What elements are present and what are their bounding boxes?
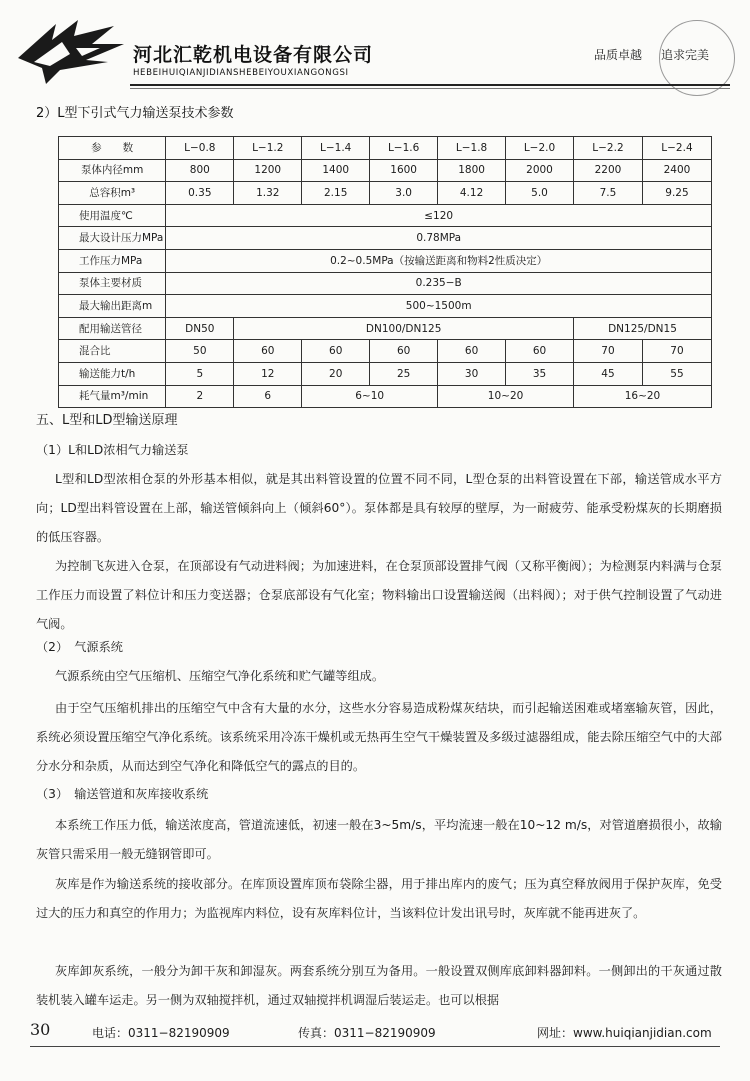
table-row: [59, 204, 712, 227]
paragraph: 灰库卸灰系统，一般分为卸干灰和卸湿灰。两套系统分别互为备用。一般设置双侧库底卸料器卸料。一侧卸出的干灰通过散装机装入罐车运走。另一侧为双轴搅拌机，通过双轴搅拌机调湿后装运走。也可以根据: [36, 964, 722, 1007]
table-cell: 1.32: [234, 182, 302, 205]
paragraph: L型和LD型浓相仓泵的外形基本相似，就是其出料管设置的位置不同不同，L型仓泵的出料管设置在下部，输送管成水平方向；LD型出料管设置在上部，输送管倾斜向上（倾斜60°）。泵体都是具有较厚的壁厚，为一耐疲劳、能承受粉煤灰的长期磨损的低压容器。: [36, 472, 722, 544]
table-cell: 6~10: [302, 385, 438, 408]
model-cell: L−2.0: [506, 137, 574, 160]
table-cell: DN125/DN15: [573, 317, 711, 340]
table-cell: 60: [302, 340, 370, 363]
table-cell: 800: [166, 159, 234, 182]
table-cell: DN50: [166, 317, 234, 340]
row-label: 总容积m³: [59, 182, 166, 205]
table-cell: 2400: [642, 159, 711, 182]
table-row: [59, 317, 712, 340]
table-row: [59, 362, 712, 385]
parameter-table: [58, 136, 712, 408]
table-cell: 12: [234, 362, 302, 385]
model-cell: L−1.2: [234, 137, 302, 160]
footer-website: 网址：www.huiqianjidian.com: [537, 1026, 712, 1040]
table-cell: 0.235−B: [166, 272, 712, 295]
table-cell: DN100/DN125: [234, 317, 574, 340]
page-header: [0, 0, 750, 96]
table-row: [59, 295, 712, 318]
row-label: 使用温度℃: [59, 204, 166, 227]
paragraph: 气源系统由空气压缩机、压缩空气净化系统和贮气罐等组成。: [55, 669, 385, 683]
model-cell: L−0.8: [166, 137, 234, 160]
table-cell: 60: [370, 340, 438, 363]
table-cell: 70: [573, 340, 642, 363]
paragraph: 为控制飞灰进入仓泵，在顶部设有气动进料阀；为加速进料，在仓泵顶部设置排气阀（又称平衡阀）；为检测泵内料满与仓泵工作压力而设置了料位计和压力变送器；仓泵底部设有气化室；物料输出口设置输送阀（出料阀）；对于供气控制设置了气动进气阀。: [36, 559, 722, 631]
table-cell: 5: [166, 362, 234, 385]
table-cell: 45: [573, 362, 642, 385]
table-row: [59, 249, 712, 272]
table-cell: 1400: [302, 159, 370, 182]
row-label: 工作压力MPa: [59, 249, 166, 272]
table-cell: 35: [506, 362, 574, 385]
footer-fax: 传真：0311−82190909: [298, 1026, 436, 1040]
paragraph: 本系统工作压力低，输送浓度高，管道流速低，初速一般在3~5m/s，平均流速一般在10~12 m/s，对管道磨损很小，故输灰管只需采用一般无缝钢管即可。: [36, 818, 722, 861]
table-cell: 0.78MPa: [166, 227, 712, 250]
table-cell: 6: [234, 385, 302, 408]
table-cell: 60: [234, 340, 302, 363]
table-row: [59, 182, 712, 205]
table-cell: 55: [642, 362, 711, 385]
table-cell: 500~1500m: [166, 295, 712, 318]
row-label: 参 数: [59, 137, 166, 160]
table-cell: 7.5: [573, 182, 642, 205]
subsection-heading: （3） 输送管道和灰库接收系统: [36, 787, 209, 801]
table-cell: 60: [438, 340, 506, 363]
row-label: 泵体内径mm: [59, 159, 166, 182]
header-rule-thin: [130, 88, 730, 89]
table-cell: 2: [166, 385, 234, 408]
slogan-perfection: 追求完美: [661, 48, 710, 62]
company-name-cn: 河北汇乾机电设备有限公司: [133, 44, 374, 66]
table-cell: 3.0: [370, 182, 438, 205]
table-cell: 0.2~0.5MPa（按输送距离和物料2性质决定）: [166, 249, 712, 272]
table-cell: 2000: [506, 159, 574, 182]
table-cell: 20: [302, 362, 370, 385]
company-name-en: HEBEIHUIQIANJIDIANSHEBEIYOUXIANGONGSI: [133, 68, 349, 78]
section-heading: 五、L型和LD型输送原理: [36, 413, 178, 428]
row-label: 最大输出距离m: [59, 295, 166, 318]
model-cell: L−1.4: [302, 137, 370, 160]
table-cell: 25: [370, 362, 438, 385]
paragraph: 灰库是作为输送系统的接收部分。在库顶设置库顶布袋除尘器，用于排出库内的废气；压为真空释放阀用于保护灰库，免受过大的压力和真空的作用力；为监视库内料位，设有灰库料位计，当该料位计发出讯号时，灰库就不能再进灰了。: [36, 877, 722, 920]
footer-rule: [30, 1046, 720, 1047]
table-row: [59, 340, 712, 363]
table-cell: 2.15: [302, 182, 370, 205]
table-cell: 16~20: [573, 385, 711, 408]
slogan-quality: 品质卓越: [594, 48, 643, 62]
table-cell: ≤120: [166, 204, 712, 227]
table-row: [59, 272, 712, 295]
table-cell: 5.0: [506, 182, 574, 205]
row-label: 耗气量m³/min: [59, 385, 166, 408]
table-cell: 1600: [370, 159, 438, 182]
table-cell: 4.12: [438, 182, 506, 205]
row-label: 泵体主要材质: [59, 272, 166, 295]
table-row: [59, 385, 712, 408]
page-footer: [0, 1016, 750, 1056]
table-cell: 2200: [573, 159, 642, 182]
model-cell: L−1.8: [438, 137, 506, 160]
header-rule: [130, 84, 730, 86]
row-label: 最大设计压力MPa: [59, 227, 166, 250]
table-cell: 30: [438, 362, 506, 385]
table-cell: 60: [506, 340, 574, 363]
table-cell: 0.35: [166, 182, 234, 205]
page-number: 30: [30, 1020, 51, 1039]
table-cell: 1200: [234, 159, 302, 182]
paragraph: 由于空气压缩机排出的压缩空气中含有大量的水分，这些水分容易造成粉煤灰结块，而引起输送困难或堵塞输灰管，因此，系统必须设置压缩空气净化系统。该系统采用冷冻干燥机或无热再生空气干燥装置及多级过滤器组成，能去除压缩空气中的大部分水分和杂质，从而达到空气净化和降低空气的露点的目的。: [36, 701, 722, 773]
table-row: [59, 137, 712, 160]
table-cell: 9.25: [642, 182, 711, 205]
model-cell: L−1.6: [370, 137, 438, 160]
table-row: [59, 227, 712, 250]
row-label: 混合比: [59, 340, 166, 363]
table-row: [59, 159, 712, 182]
model-cell: L−2.4: [642, 137, 711, 160]
table-cell: 50: [166, 340, 234, 363]
table-section-title: 2）L型下引式气力输送泵技术参数: [36, 106, 234, 121]
model-cell: L−2.2: [573, 137, 642, 160]
subsection-heading: （1）L和LD浓相气力输送泵: [36, 443, 189, 457]
row-label: 配用输送管径: [59, 317, 166, 340]
subsection-heading: （2） 气源系统: [36, 640, 123, 654]
company-logo-icon: [16, 14, 128, 86]
table-cell: 10~20: [438, 385, 574, 408]
row-label: 输送能力t/h: [59, 362, 166, 385]
table-cell: 1800: [438, 159, 506, 182]
footer-phone: 电话：0311−82190909: [92, 1026, 230, 1040]
table-cell: 70: [642, 340, 711, 363]
